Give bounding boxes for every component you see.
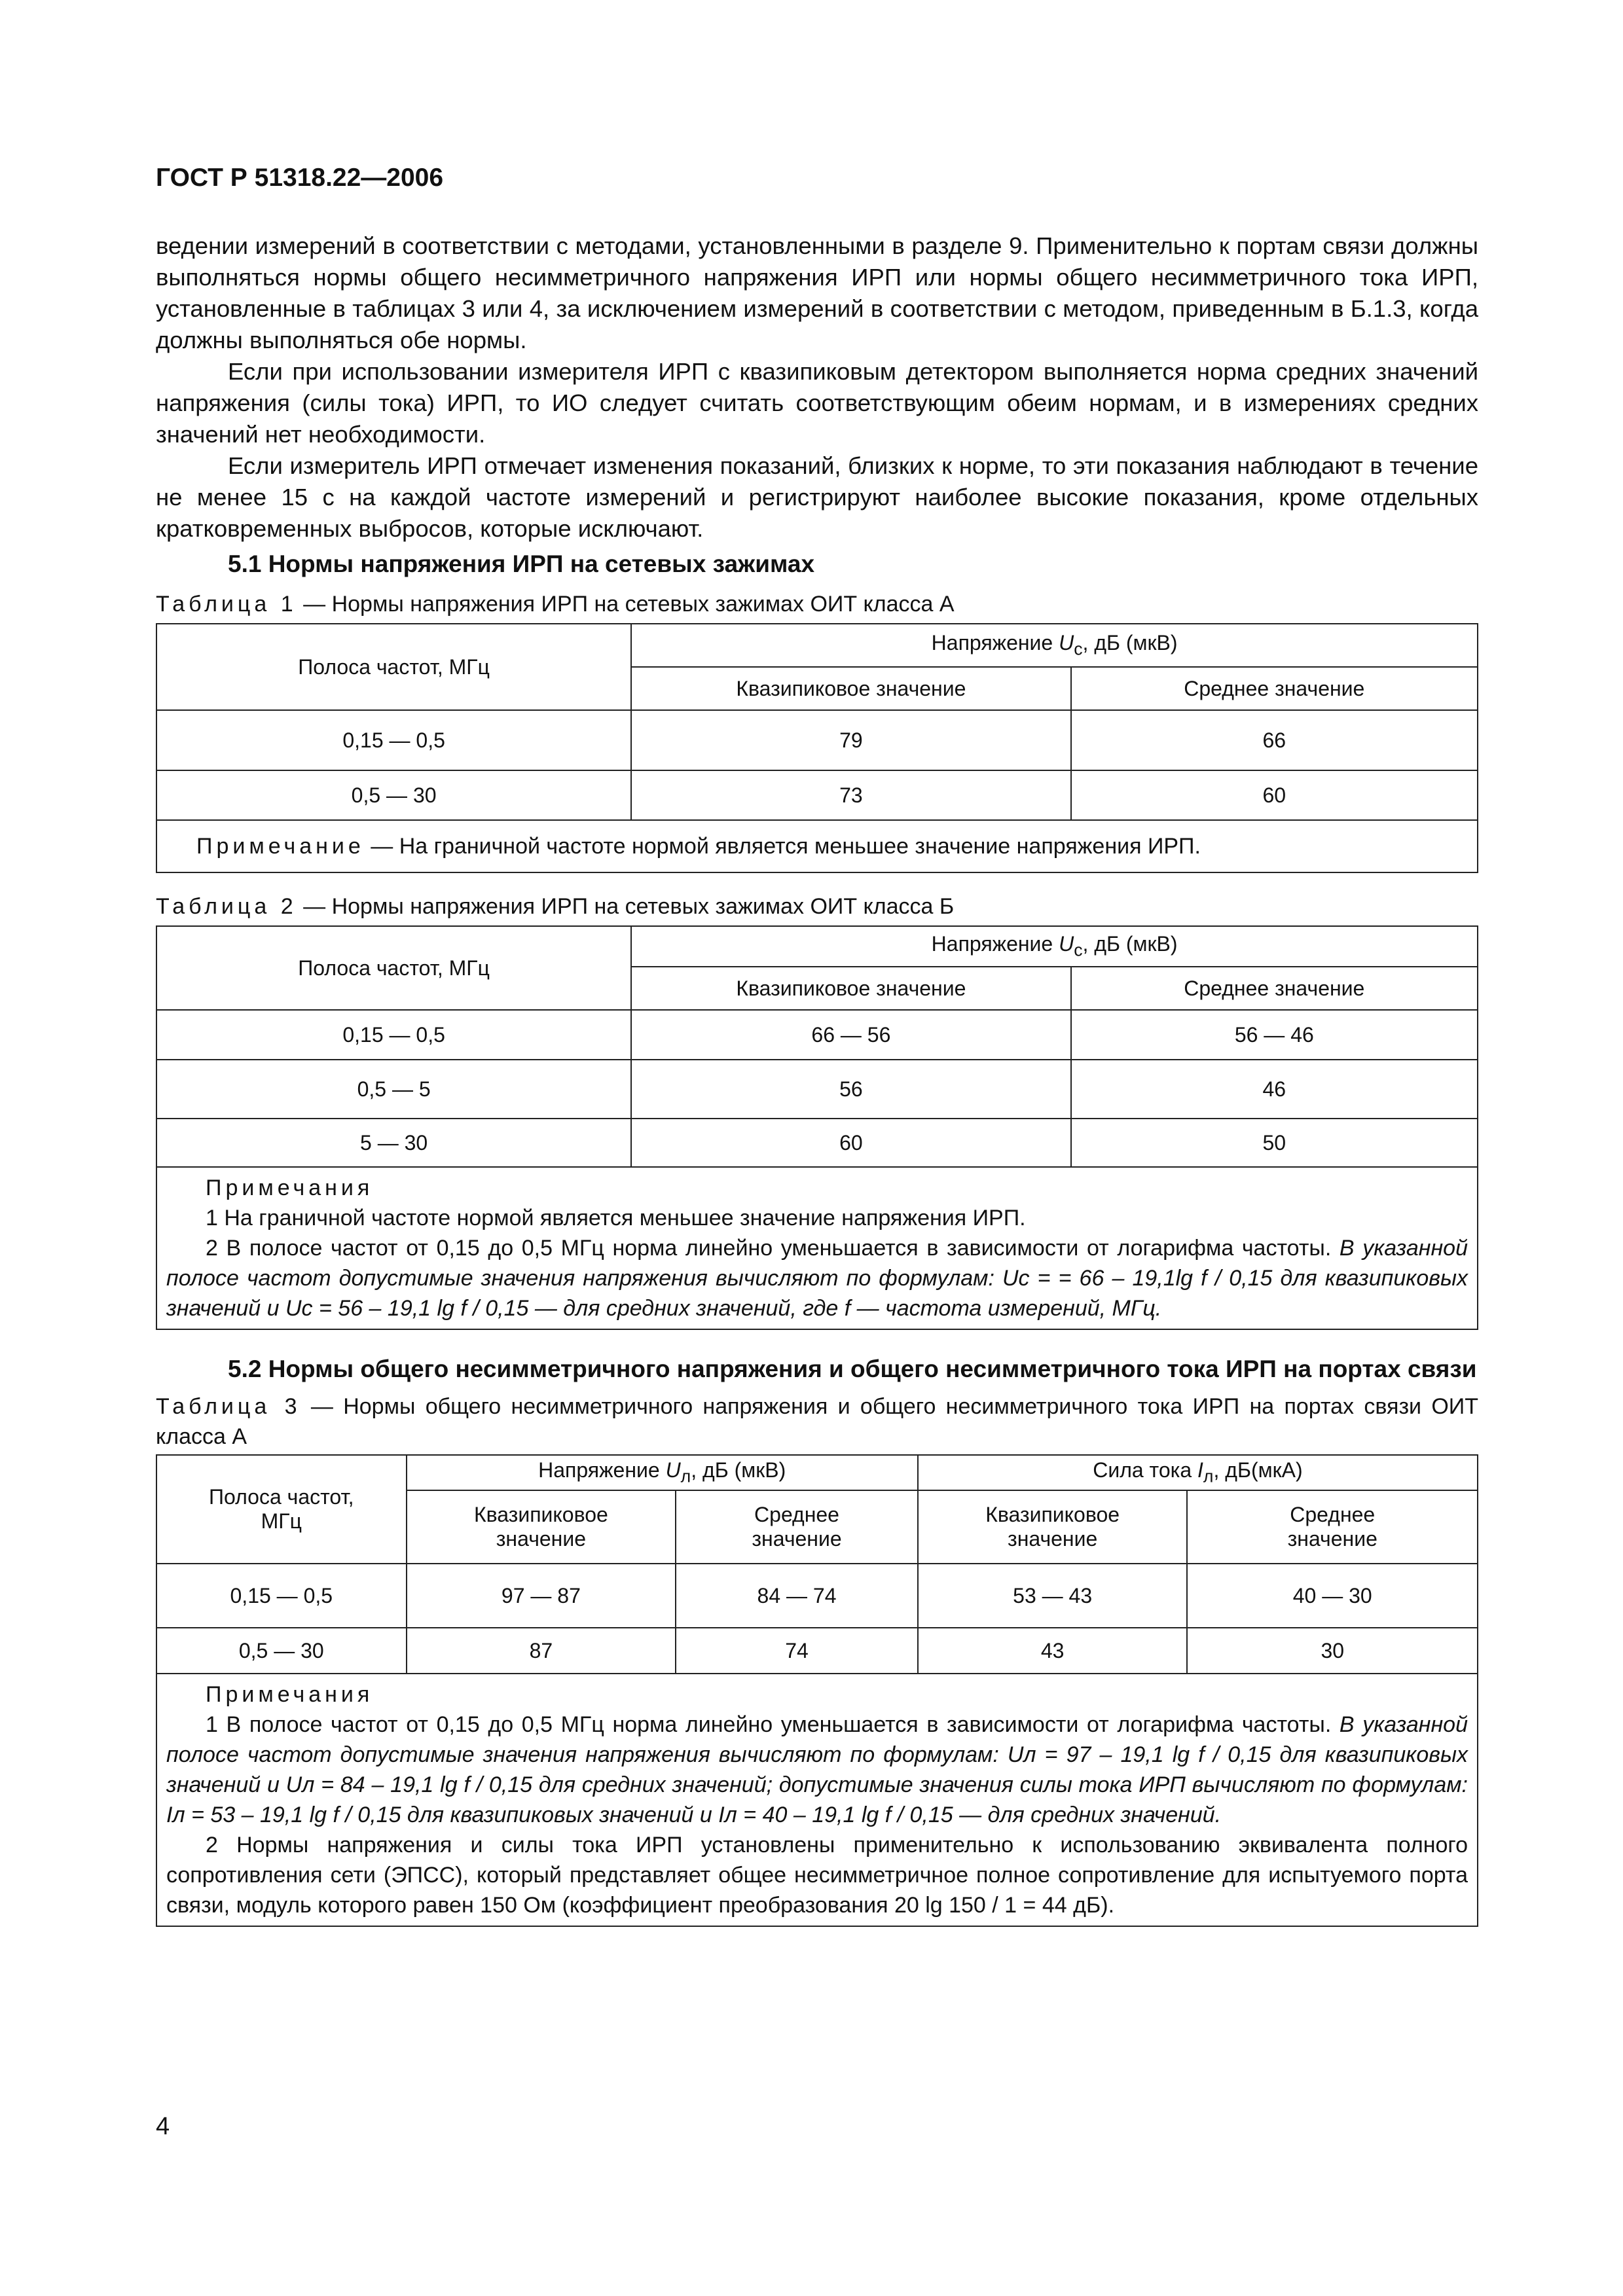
table-2-header-qp: Квазипиковое значение bbox=[631, 967, 1070, 1010]
table-row bbox=[156, 1119, 1478, 1167]
intro-paragraph-3: Если измеритель ИРП отмечает изменения показаний, близких к норме, то эти показания наблюдают в течение не менее 15 с на каждой частоте измерений и регистрируют наиболее высокие показания, кроме отдельных кратковременных выбросов, которые исключают. bbox=[156, 452, 1478, 542]
cell-avg: 66 bbox=[1071, 710, 1478, 770]
cell-qp: 66 — 56 bbox=[631, 1010, 1070, 1060]
table-3-header-u-qp: Квазипиковое значение bbox=[407, 1490, 676, 1564]
section-5-1-title: 5.1 Нормы напряжения ИРП на сетевых зажимах bbox=[228, 550, 815, 577]
table-1-header-voltage: Напряжение $U_c$, дБ (мкВ) bbox=[631, 624, 1478, 667]
cell-avg: 50 bbox=[1071, 1119, 1478, 1167]
note-1: 1 На граничной частоте нормой является меньшее значение напряжения ИРП. bbox=[206, 1206, 1026, 1230]
table-3 bbox=[156, 1454, 1478, 1927]
table-1-label: Таблица 1 bbox=[156, 592, 297, 617]
cell-freq: 0,15 — 0,5 bbox=[156, 1010, 631, 1060]
cell-freq: 5 — 30 bbox=[156, 1119, 631, 1167]
table-row bbox=[156, 1060, 1478, 1119]
note-1: 1 В полосе частот от 0,15 до 0,5 МГц норма линейно уменьшается в зависимости от логарифма частоты. В указанной полосе частот допустимые значения напряжения вычисляют по формулам: Uл = 97 – 19,1 lg f / 0,15 для квазипиковых значений и Uл = 84 – 19,1 lg f / 0,15 для средних значений; допустимые значения силы тока ИРП вычисляют по формулам: Iл = 53 – 19,1 lg f / 0,15 для квазипиковых значений и Iл = 40 – 19,1 lg f / 0,15 — для средних значений. bbox=[166, 1712, 1468, 1827]
page-number: 4 bbox=[156, 2113, 170, 2140]
cell-qp: 60 bbox=[631, 1119, 1070, 1167]
cell-i-qp: 53 — 43 bbox=[918, 1564, 1188, 1628]
cell-freq: 0,15 — 0,5 bbox=[156, 1564, 407, 1628]
cell-freq: 0,5 — 30 bbox=[156, 1628, 407, 1674]
note-text: — На граничной частоте нормой является меньшее значение напряжения ИРП. bbox=[371, 834, 1201, 859]
table-2 bbox=[156, 925, 1478, 1330]
cell-qp: 56 bbox=[631, 1060, 1070, 1119]
cell-u-qp: 97 — 87 bbox=[407, 1564, 676, 1628]
table-2-title: — Нормы напряжения ИРП на сетевых зажимах ОИТ класса Б bbox=[303, 894, 955, 919]
table-1-note bbox=[156, 820, 1478, 872]
cell-avg: 60 bbox=[1071, 770, 1478, 820]
table-row bbox=[156, 710, 1478, 770]
table-2-notes bbox=[156, 1167, 1478, 1329]
table-1-header-freq: Полоса частот, МГц bbox=[156, 624, 631, 710]
intro-paragraph-1: ведении измерений в соответствии с методами, установленными в разделе 9. Применительно к портам связи должны выполняться нормы общего несимметричного напряжения ИРП или нормы общего несимметричного тока ИРП, установленные в таблицах 3 или 4, за исключением измерений в соответствии с методом, приведенным в Б.1.3, когда должны выполняться обе нормы. bbox=[156, 232, 1478, 353]
note-label: Примечание bbox=[196, 834, 365, 859]
cell-i-avg: 30 bbox=[1187, 1628, 1478, 1674]
cell-u-avg: 74 bbox=[676, 1628, 918, 1674]
table-row bbox=[156, 1010, 1478, 1060]
cell-freq: 0,15 — 0,5 bbox=[156, 710, 631, 770]
note-2: 2 В полосе частот от 0,15 до 0,5 МГц норма линейно уменьшается в зависимости от логарифма частоты. В указанной полосе частот допустимые значения напряжения вычисляют по формулам: Uс = = 66 – 19,1lg f / 0,15 для квазипиковых значений и Uс = 56 – 19,1 lg f / 0,15 — для средних значений, где f — частота измерений, МГц. bbox=[166, 1236, 1468, 1321]
section-5-2-title: 5.2 Нормы общего несимметричного напряжения и общего несимметричного тока ИРП на портах связи bbox=[228, 1355, 1477, 1382]
table-3-caption bbox=[156, 1391, 1478, 1452]
intro-paragraph-2: Если при использовании измерителя ИРП с квазипиковым детектором выполняется норма средних значений напряжения (силы тока) ИРП, то ИО следует считать соответствующим обеим нормам, и в измерениях средних значений нет необходимости. bbox=[156, 358, 1478, 448]
notes-label: Примечания bbox=[206, 1175, 374, 1200]
table-3-notes bbox=[156, 1674, 1478, 1926]
table-2-header-avg: Среднее значение bbox=[1071, 967, 1478, 1010]
table-2-header-freq: Полоса частот, МГц bbox=[156, 926, 631, 1010]
table-1-header-qp: Квазипиковое значение bbox=[631, 667, 1070, 710]
cell-i-avg: 40 — 30 bbox=[1187, 1564, 1478, 1628]
table-3-header-voltage: Напряжение $U_л$, дБ (мкВ) bbox=[407, 1455, 918, 1490]
cell-avg: 46 bbox=[1071, 1060, 1478, 1119]
table-3-header-i-avg: Среднее значение bbox=[1187, 1490, 1478, 1564]
table-row bbox=[156, 770, 1478, 820]
table-3-title: — Нормы общего несимметричного напряжения и общего несимметричного тока ИРП на портах связи ОИТ класса А bbox=[156, 1394, 1479, 1449]
cell-freq: 0,5 — 30 bbox=[156, 770, 631, 820]
table-1-title: — Нормы напряжения ИРП на сетевых зажимах ОИТ класса А bbox=[303, 592, 955, 617]
table-3-header-current: Сила тока $I_л$, дБ(мкА) bbox=[918, 1455, 1478, 1490]
note-2: 2 Нормы напряжения и силы тока ИРП установлены применительно к использованию эквивалента полного сопротивления сети (ЭПСС), который представляет общее несимметричное полное сопротивление для испытуемого порта связи, модуль которого равен 150 Ом (коэффициент преобразования 20 lg 150 / 1 = 44 дБ). bbox=[166, 1833, 1468, 1918]
cell-avg: 56 — 46 bbox=[1071, 1010, 1478, 1060]
document-code: ГОСТ Р 51318.22—2006 bbox=[156, 164, 444, 192]
cell-u-avg: 84 — 74 bbox=[676, 1564, 918, 1628]
table-2-label: Таблица 2 bbox=[156, 894, 297, 919]
table-3-header-freq: Полоса частот, МГц bbox=[156, 1455, 407, 1564]
cell-qp: 73 bbox=[631, 770, 1070, 820]
table-row bbox=[156, 1564, 1478, 1628]
table-3-label: Таблица 3 bbox=[156, 1394, 301, 1419]
cell-freq: 0,5 — 5 bbox=[156, 1060, 631, 1119]
table-2-header-voltage: Напряжение $U_c$, дБ (мкВ) bbox=[631, 926, 1478, 967]
table-row bbox=[156, 1628, 1478, 1674]
table-1 bbox=[156, 623, 1478, 873]
table-3-header-u-avg: Среднее значение bbox=[676, 1490, 918, 1564]
table-2-caption bbox=[156, 891, 1478, 922]
cell-i-qp: 43 bbox=[918, 1628, 1188, 1674]
cell-u-qp: 87 bbox=[407, 1628, 676, 1674]
notes-label: Примечания bbox=[206, 1682, 374, 1707]
document-page bbox=[156, 164, 1478, 1927]
cell-qp: 79 bbox=[631, 710, 1070, 770]
table-1-caption bbox=[156, 589, 1478, 619]
table-1-header-avg: Среднее значение bbox=[1071, 667, 1478, 710]
table-3-header-i-qp: Квазипиковое значение bbox=[918, 1490, 1188, 1564]
